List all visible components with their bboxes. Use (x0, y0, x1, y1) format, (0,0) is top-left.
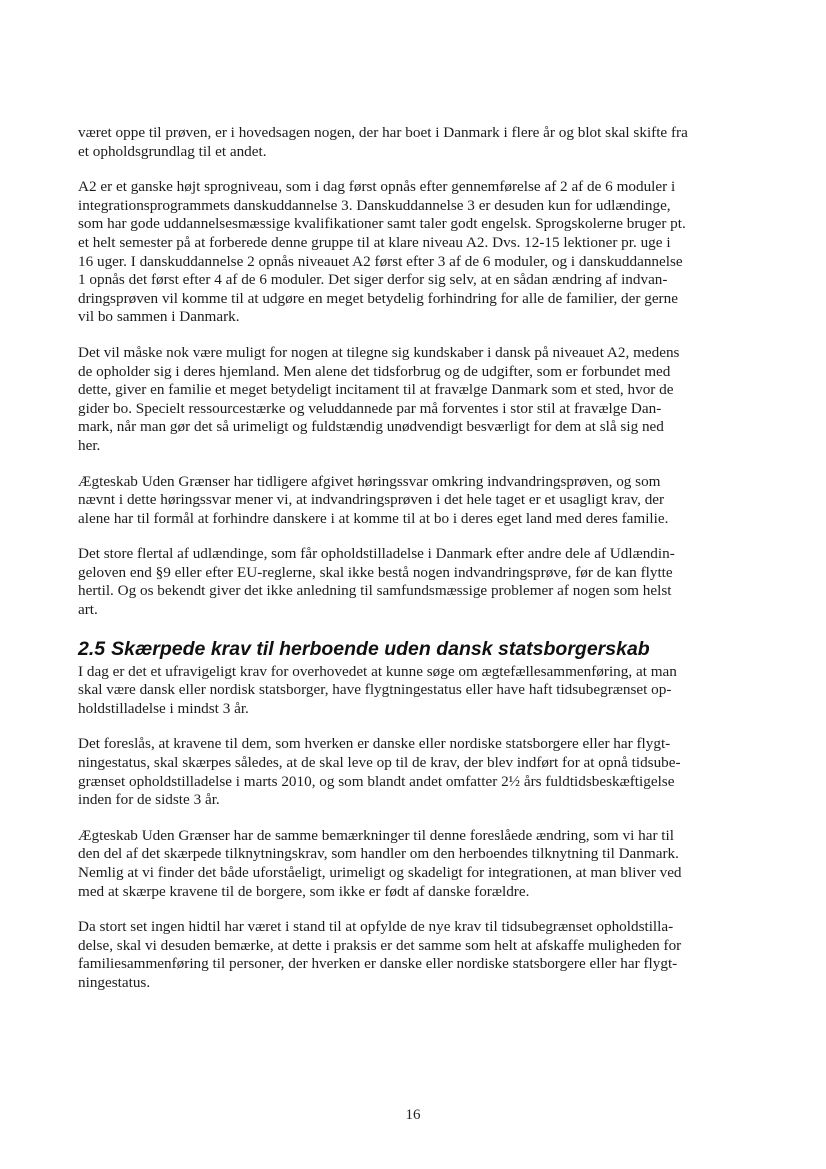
paragraph-line: ningestatus. (78, 973, 151, 991)
paragraph-line: Det store flertal af udlændinge, som får opholdstilladelse i Danmark efter andre dele af Udlændin- (78, 545, 675, 563)
paragraph-line: dette, giver en familie et meget betydeligt incitament til at fravælge Danmark som et sted, hvor de (78, 381, 674, 399)
paragraph-line: vil bo sammen i Danmark. (78, 308, 240, 326)
paragraph-line: Det foreslås, at kravene til dem, som hverken er danske eller nordiske statsborgere eller har flygt- (78, 735, 671, 753)
section-title: Skærpede krav til herboende uden dansk statsborgerskab (111, 637, 650, 660)
paragraph-line: Det vil måske nok være muligt for nogen at tilegne sig kundskaber i dansk på niveauet A2, medens (78, 343, 680, 361)
paragraph-line: I dag er det et ufravigeligt krav for overhovedet at kunne søge om ægtefællesammenføring, at man (78, 662, 677, 680)
paragraph (78, 663, 754, 719)
paragraph-line: ningestatus, skal skærpes således, at de skal leve op til de krav, der blev indført for at opnå tidsube- (78, 754, 681, 772)
paragraph-line: et opholdsgrundlag til et andet. (78, 142, 267, 160)
paragraph-line: integrationsprogrammets danskuddannelse 3. Danskuddannelse 3 er desuden kun for udlændinge, (78, 196, 671, 214)
paragraph-line: delse, skal vi desuden bemærke, at dette i praksis er det samme som helt at afskaffe muligheden for (78, 936, 682, 954)
paragraph-line: inden for de sidste 3 år. (78, 791, 220, 809)
paragraph (78, 178, 754, 327)
paragraph-line: med at skærpe kravene til de borgere, som ikke er født af danske forældre. (78, 882, 530, 900)
paragraph-line: et helt semester på at forberede denne gruppe til at klare niveau A2. Dvs. 12-15 lektioner pr. uge i (78, 233, 671, 251)
paragraph-line: Ægteskab Uden Grænser har tidligere afgivet høringssvar omkring indvandringsprøven, og som (78, 472, 661, 490)
paragraph (78, 124, 754, 161)
paragraph (78, 735, 754, 809)
paragraph-line: den del af det skærpede tilknytningskrav, som handler om den herboendes tilknytning til Danmark. (78, 845, 679, 863)
page-number: 16 (405, 1107, 421, 1123)
paragraph-line: de opholder sig i deres hjemland. Men alene det tidsforbrug og de udgifter, som er forbundet med (78, 362, 671, 380)
paragraph-line: 1 opnås det først efter 4 af de 6 moduler. Det siger derfor sig selv, at en sådan ændring af indvan- (78, 271, 668, 289)
paragraph-line: skal være dansk eller nordisk statsborger, have flygtningestatus eller have haft tidsubegrænset op- (78, 681, 672, 699)
paragraph-line: geloven end §9 eller efter EU-reglerne, skal ikke bestå nogen indvandringsprøve, før de kan flytte (78, 563, 673, 581)
paragraph-line: som har gode uddannelsesmæssige kvalifikationer samt taler godt engelsk. Sprogskolerne bruger pt. (78, 215, 686, 233)
paragraph-line: dringsprøven vil komme til at udgøre en meget betydelig forhindring for alle de familier, der gerne (78, 289, 678, 307)
paragraph-line: A2 er et ganske højt sprogniveau, som i dag først opnås efter gennemførelse af 2 af de 6 moduler i (78, 178, 676, 196)
text-section-after-heading (78, 663, 754, 993)
paragraph-line: grænset opholdstilladelse i marts 2010, og som blandt andet omfatter 2½ års fuldtidsbeskæftigelse (78, 772, 675, 790)
paragraph-line: Ægteskab Uden Grænser har de samme bemærkninger til denne foreslåede ændring, som vi har til (78, 826, 674, 844)
text-section-before-heading (78, 124, 754, 620)
paragraph-line: nævnt i dette høringssvar mener vi, at indvandringsprøven i det hele taget er et usagligt krav, der (78, 491, 665, 509)
paragraph-line: 16 uger. I danskuddannelse 2 opnås niveauet A2 først efter 3 af de 6 moduler, og i danskuddannelse (78, 252, 683, 270)
paragraph-line: hertil. Og os bekendt giver det ikke anledning til samfundsmæssige problemer af nogen som helst (78, 582, 672, 600)
paragraph-line: alene har til formål at forhindre danskere i at komme til at bo i deres eget land med deres familie. (78, 509, 669, 527)
section-heading (78, 637, 754, 661)
paragraph-line: familiesammenføring til personer, der hverken er danske eller nordiske statsborgere eller har flygt- (78, 955, 678, 973)
section-number: 2.5 (78, 637, 106, 660)
paragraph-line: her. (78, 436, 101, 454)
paragraph-line: mark, når man gør det så urimeligt og fuldstændig unødvendigt besværligt for dem at slå sig ned (78, 418, 664, 436)
paragraph-line: Nemlig at vi finder det både uforståeligt, urimeligt og skadeligt for integrationen, at man bliver ved (78, 864, 682, 881)
paragraph-line: været oppe til prøven, er i hovedsagen nogen, der har boet i Danmark i flere år og blot skal skifte fra (78, 124, 688, 141)
paragraph (78, 918, 754, 992)
paragraph-line: art. (78, 601, 98, 619)
paragraph-line: holdstilladelse i mindst 3 år. (78, 699, 249, 717)
page-content (78, 124, 754, 1010)
paragraph (78, 827, 754, 901)
paragraph (78, 545, 754, 619)
paragraph (78, 473, 754, 529)
paragraph-line: Da stort set ingen hidtil har været i stand til at opfylde de nye krav til tidsubegrænset opholdstilla- (78, 918, 674, 936)
paragraph (78, 344, 754, 456)
paragraph-line: gider bo. Specielt ressourcestærke og veluddannede par må forventes i stor stil at fravælge Dan- (78, 399, 662, 417)
